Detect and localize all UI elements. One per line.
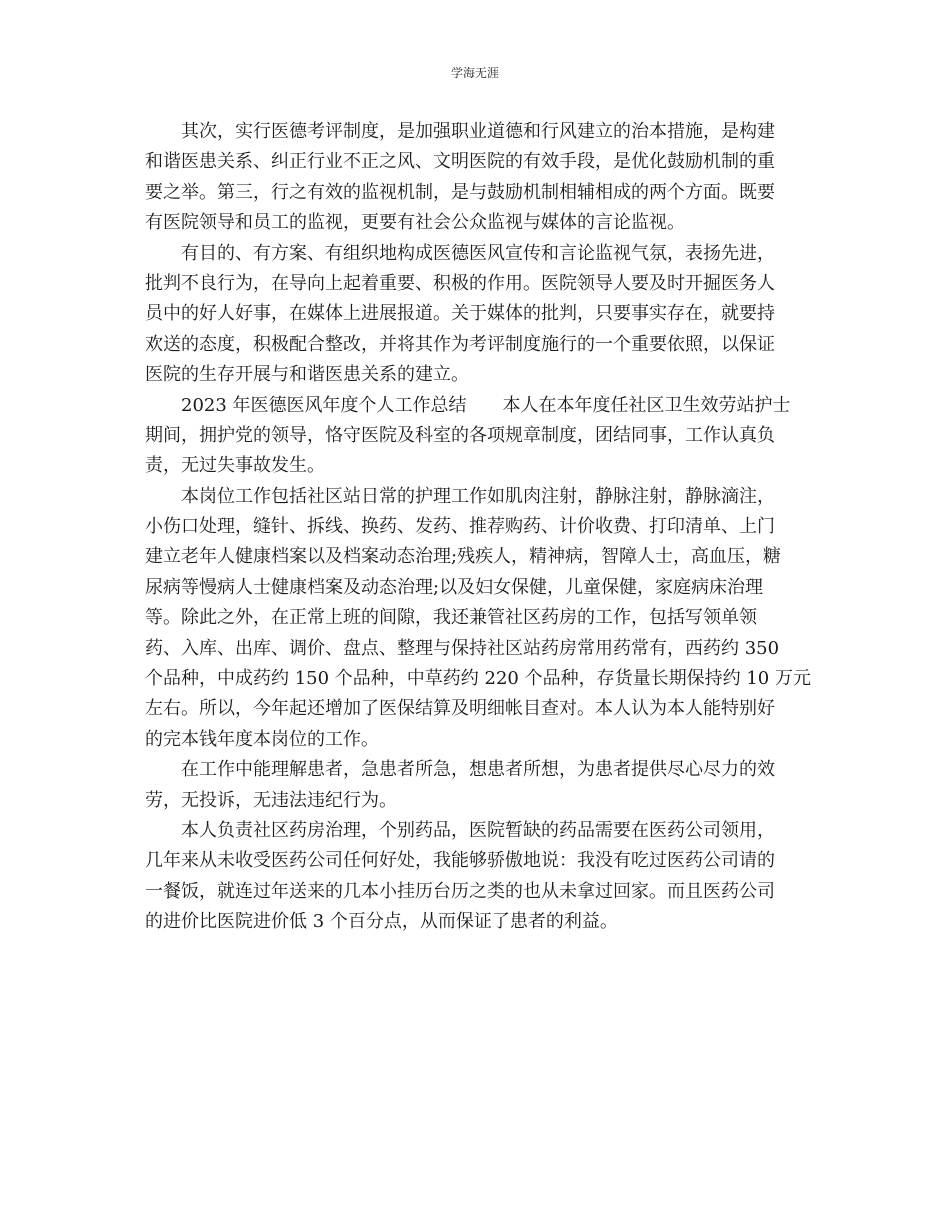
text-line: 小伤口处理，缝针、拆线、换药、发药、推荐购药、计价收费、打印清单、上门 xyxy=(145,516,775,538)
text-line: 责，无过失事故发生。 xyxy=(145,455,325,477)
text-line: 要之举。第三，行之有效的监视机制，是与鼓励机制相辅相成的两个方面。既要 xyxy=(145,181,775,203)
text-line: 本岗位工作包括社区站日常的护理工作如肌肉注射，静脉注射，静脉滴注， xyxy=(181,485,775,507)
text-line: 批判不良行为，在导向上起着重要、积极的作用。医院领导人要及时开掘医务人 xyxy=(145,272,775,294)
text-line: 2023 年医德医风年度个人工作总结 本人在本年度任社区卫生效劳站护士 xyxy=(181,394,791,416)
page-header: 学海无涯 xyxy=(450,66,499,80)
text-line: 员中的好人好事，在媒体上进展报道。关于媒体的批判，只要事实存在，就要持 xyxy=(145,303,775,325)
text-line: 等。除此之外，在正常上班的间隙，我还兼管社区药房的工作，包括写领单领 xyxy=(145,607,757,629)
text-line: 的完本钱年度本岗位的工作。 xyxy=(145,728,379,750)
text-line: 在工作中能理解患者，急患者所急，想患者所想，为患者提供尽心尽力的效 xyxy=(181,759,775,781)
text-line: 左右。所以，今年起还增加了医保结算及明细帐目查对。本人认为本人能特别好 xyxy=(145,698,775,720)
text-line: 期间，拥护党的领导，恪守医院及科室的各项规章制度，团结同事，工作认真负 xyxy=(145,424,775,446)
text-line: 欢送的态度，积极配合整改，并将其作为考评制度施行的一个重要依照，以保证 xyxy=(145,333,775,355)
text-line: 几年来从未收受医药公司任何好处，我能够骄傲地说：我没有吃过医药公司请的 xyxy=(145,850,775,872)
text-line: 的进价比医院进价低 3 个百分点，从而保证了患者的利益。 xyxy=(145,911,618,933)
text-line: 本人负责社区药房治理，个别药品，医院暂缺的药品需要在医药公司领用， xyxy=(181,819,775,841)
text-line: 有医院领导和员工的监视，更要有社会公众监视与媒体的言论监视。 xyxy=(145,212,685,234)
text-line: 建立老年人健康档案以及档案动态治理;残疾人，精神病，智障人士，高血压，糖 xyxy=(145,546,782,568)
document-body xyxy=(145,117,811,938)
text-line: 一餐饭，就连过年送来的几本小挂历台历之类的也从未拿过回家。而且医药公司 xyxy=(145,880,775,902)
text-line: 药、入库、出库、调价、盘点、整理与保持社区站药房常用药常有，西药约 350 xyxy=(145,637,780,659)
text-line: 尿病等慢病人士健康档案及动态治理;以及妇女保健，儿童保健，家庭病床治理 xyxy=(145,576,764,598)
text-line: 个品种，中成药约 150 个品种，中草药约 220 个品种，存货量长期保持约 10 万元 xyxy=(145,668,811,690)
text-line: 其次，实行医德考评制度，是加强职业道德和行风建立的治本措施，是构建 xyxy=(181,121,775,142)
text-line: 劳，无投诉，无违法违纪行为。 xyxy=(145,789,397,811)
text-line: 和谐医患关系、纠正行业不正之风、文明医院的有效手段，是优化鼓励机制的重 xyxy=(145,151,775,173)
text-line: 医院的生存开展与和谐医患关系的建立。 xyxy=(145,364,469,386)
text-line: 有目的、有方案、有组织地构成医德医风宣传和言论监视气氛，表扬先进， xyxy=(181,242,775,264)
